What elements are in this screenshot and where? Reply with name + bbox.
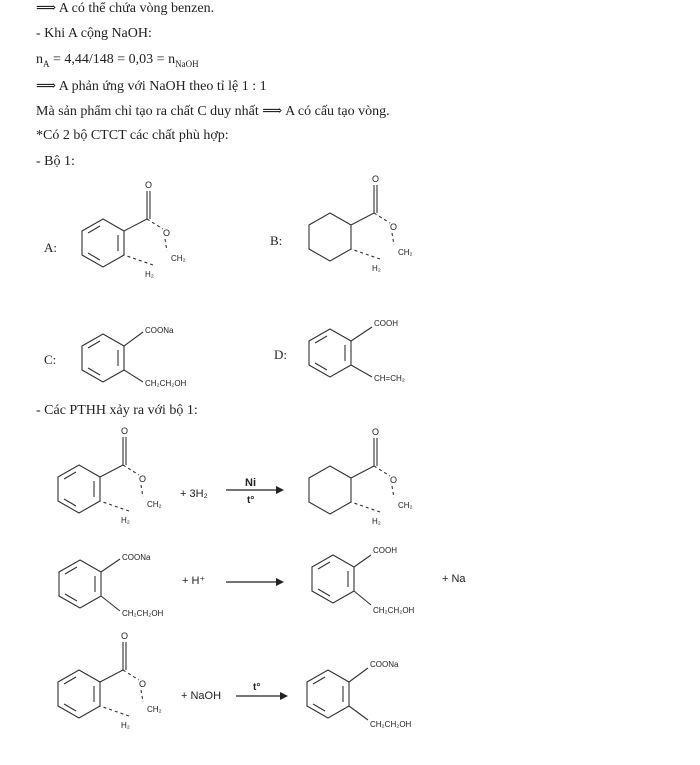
ch2-label: CH₂ (398, 501, 413, 510)
text-line-1: ⟹ A có thể chứa vòng benzen. (36, 1, 215, 16)
label-d: D: (274, 347, 287, 362)
carbonyl-o: O (145, 180, 153, 190)
reaction-2-extra-product: + Na (442, 573, 466, 585)
text-line-2: - Khi A cộng NaOH: (36, 26, 152, 41)
reaction-1-reagent: + 3H₂ (180, 488, 208, 500)
ring-o: O (390, 222, 398, 232)
reaction-1-product (309, 427, 413, 526)
ch2-label: CH₂ (147, 705, 162, 714)
text-line-8: - Các PTHH xảy ra với bộ 1: (36, 403, 198, 418)
reaction-3-arrow (236, 692, 288, 700)
reaction-2-product (312, 546, 415, 615)
reaction-1-reactant (58, 426, 162, 525)
ch2-label: CH₂ (147, 500, 162, 509)
coona-label: COONa (370, 660, 399, 669)
structure-b (309, 174, 413, 273)
ring-o: O (139, 474, 147, 484)
ch2-label: CH₂ (398, 248, 413, 257)
reaction-1-condition: t° (247, 495, 255, 506)
text-line-7: - Bộ 1: (36, 154, 75, 169)
n-subscript-a: A (43, 58, 50, 69)
cooh-label: COOH (373, 546, 397, 555)
ch2ch2oh-label: CH₂CH₂OH (373, 606, 415, 615)
carbonyl-o: O (121, 631, 129, 641)
h2-label: H₂ (372, 264, 381, 273)
structure-c (82, 326, 187, 388)
reaction-2-reagent: + H⁺ (182, 575, 206, 587)
label-a: A: (44, 240, 57, 255)
label-b: B: (270, 233, 283, 248)
ch2-label: CH₂ (171, 254, 186, 263)
cooh-label: COOH (374, 319, 398, 328)
ring-o: O (139, 679, 147, 689)
structure-d (309, 319, 405, 383)
text-line-5: Mà sản phẩm chỉ tạo ra chất C duy nhất ⟹ A có cấu tạo vòng. (36, 104, 390, 119)
text-line-6: *Có 2 bộ CTCT các chất phù hợp: (36, 128, 229, 143)
mole-equation: = 4,44/148 = 0,03 = n (49, 52, 176, 67)
carbonyl-o: O (372, 427, 380, 437)
reaction-3-product (307, 660, 412, 729)
coona-label: COONa (122, 553, 151, 562)
ring-o: O (163, 228, 171, 238)
n-subscript-naoh: NaOH (175, 58, 199, 69)
n-symbol: n (36, 52, 43, 67)
h2-label: H₂ (121, 721, 130, 730)
reaction-3-reagent: + NaOH (181, 690, 222, 702)
ch2ch2oh-label: CH₂CH₂OH (370, 720, 412, 729)
ring-o: O (390, 475, 398, 485)
h2-label: H₂ (121, 516, 130, 525)
coona-label: COONa (145, 326, 174, 335)
reaction-1-catalyst: Ni (245, 477, 256, 489)
chch2-label: CH=CH₂ (374, 374, 405, 383)
reaction-2-reactant (59, 553, 164, 618)
ch2ch2oh-label: CH₂CH₂OH (145, 379, 187, 388)
reaction-2-arrow (226, 578, 284, 586)
carbonyl-o: O (121, 426, 129, 436)
text-line-4: ⟹ A phản ứng với NaOH theo tỉ lệ 1 : 1 (36, 79, 267, 94)
ch2ch2oh-label: CH₂CH₂OH (122, 609, 164, 618)
h2-label: H₂ (372, 517, 381, 526)
label-c: C: (44, 352, 57, 367)
reaction-3-reactant (58, 631, 162, 730)
h2-label: H₂ (145, 270, 154, 279)
carbonyl-o: O (372, 174, 380, 184)
reaction-3-condition: t° (253, 682, 261, 693)
structure-a (82, 180, 186, 279)
